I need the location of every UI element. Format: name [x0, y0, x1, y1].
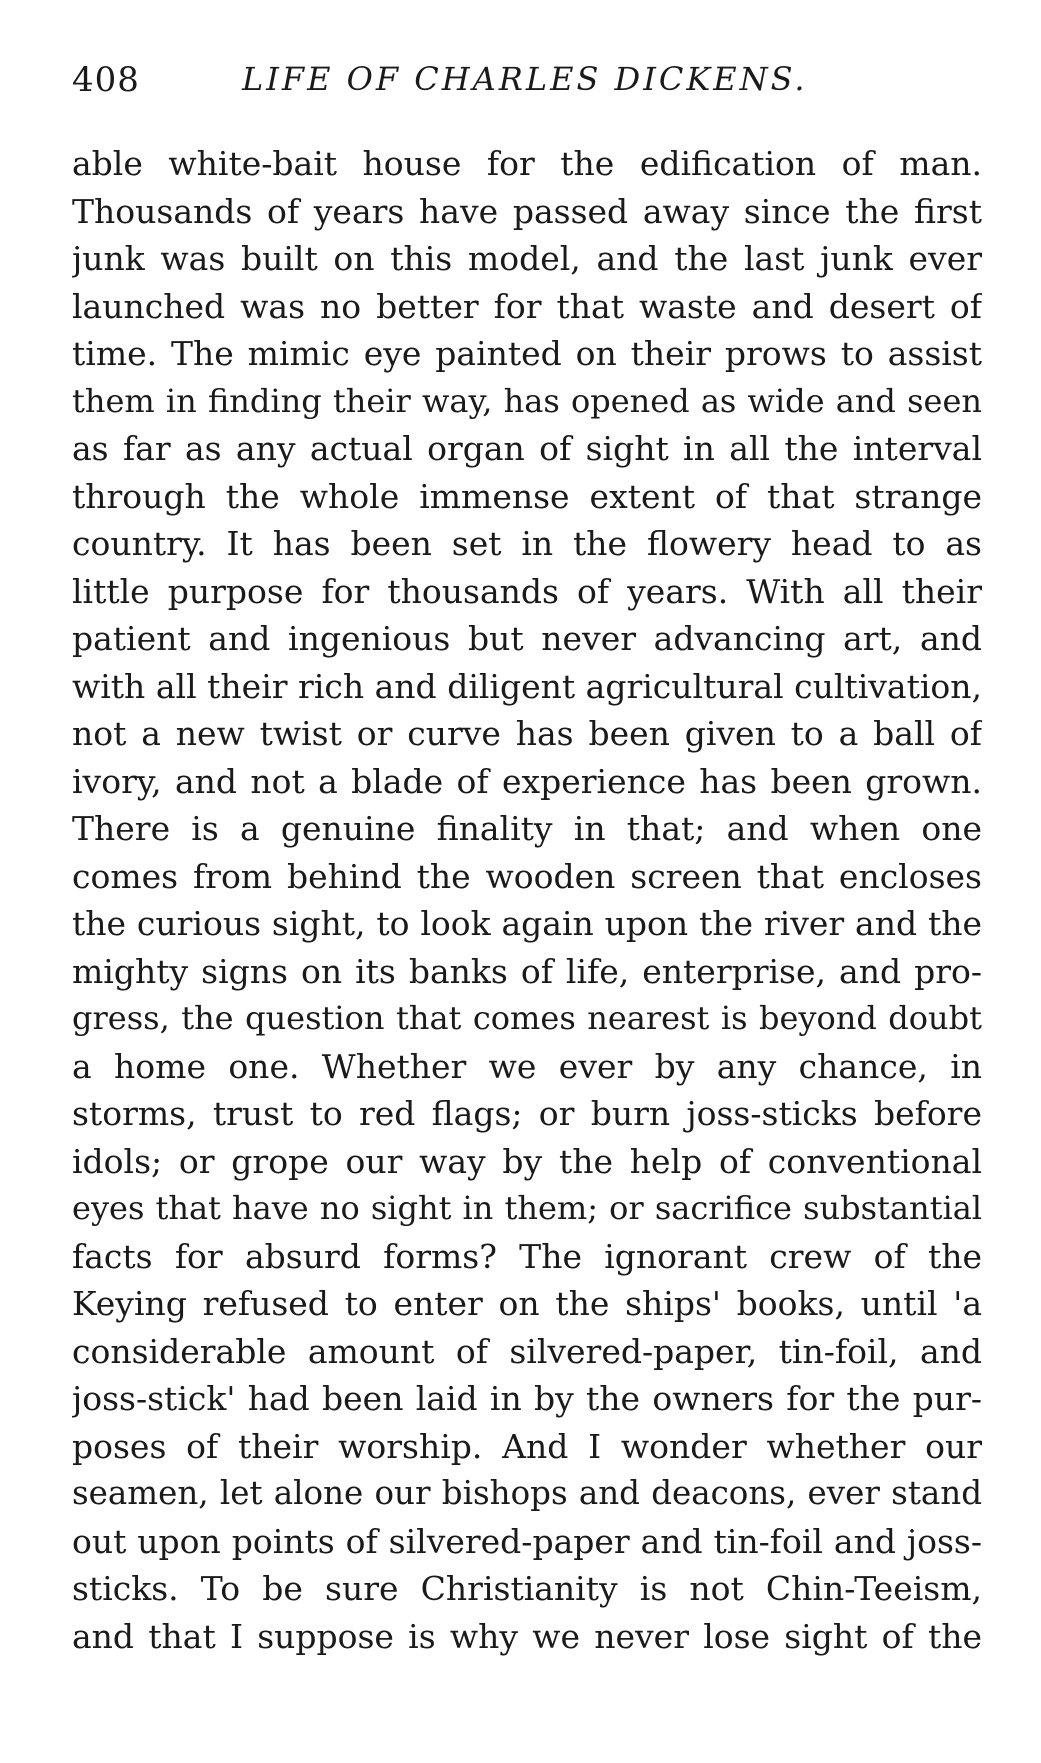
text-line: There is a genuine finality in that; and when one [72, 809, 982, 848]
text-line: as far as any actual organ of sight in all the interval [72, 429, 982, 468]
text-line: ivory, and not a blade of experience has been grown. [72, 761, 982, 801]
page-number: 408 [72, 60, 140, 100]
text-line: patient and ingenious but never advancing art, and [72, 619, 982, 658]
running-title: LIFE OF CHARLES DICKENS. [242, 60, 808, 98]
text-line: junk was built on this model, and the last junk ever [72, 239, 982, 278]
text-line: little purpose for thousands of years. With all their [72, 571, 982, 611]
text-line: seamen, let alone our bishops and deacons, ever stand [72, 1474, 982, 1512]
text-line: the curious sight, to look again upon the river and the [72, 904, 982, 943]
text-line: storms, trust to red flags; or burn joss-sticks before [72, 1094, 982, 1133]
text-line: out upon points of silvered-paper and tin-foil and joss- [72, 1521, 982, 1561]
text-line: eyes that have no sight in them; or sacrifice substantial [72, 1189, 982, 1227]
text-line: them in finding their way, has opened as wide and seen [72, 381, 982, 420]
text-line: time. The mimic eye painted on their prows to assist [72, 334, 982, 373]
text-line: idols; or grope our way by the help of conventional [72, 1141, 982, 1181]
page-header [72, 52, 982, 104]
text-line: comes from behind the wooden screen that encloses [72, 856, 982, 896]
text-line: with all their rich and diligent agricultural cultivation, [72, 666, 982, 706]
body-text [72, 140, 982, 1660]
text-line: mighty signs on its banks of life, enterprise, and pro- [72, 951, 982, 991]
text-line: gress, the question that comes nearest is beyond doubt [72, 999, 982, 1037]
text-line: country. It has been set in the flowery head to as [72, 524, 982, 563]
text-line: sticks. To be sure Christianity is not Chin-Teeism, [72, 1569, 982, 1608]
text-line: Keying refused to enter on the ships' books, until 'a [72, 1284, 982, 1323]
text-line: facts for absurd forms? The ignorant crew of the [72, 1236, 982, 1276]
text-line: joss-stick' had been laid in by the owners for the pur- [72, 1379, 982, 1418]
text-line: poses of their worship. And I wonder whether our [72, 1426, 982, 1466]
text-line: not a new twist or curve has been given to a ball of [72, 714, 982, 753]
text-line: Thousands of years have passed away since the first [72, 191, 982, 231]
text-line: able white-bait house for the edification of man. [72, 144, 982, 183]
text-line: through the whole immense extent of that strange [72, 476, 982, 516]
text-line: considerable amount of silvered-paper, tin-foil, and [72, 1331, 982, 1371]
text-line: and that I suppose is why we never lose sight of the [72, 1616, 982, 1656]
text-line: a home one. Whether we ever by any chance, in [72, 1046, 982, 1086]
text-line: launched was no better for that waste and desert of [72, 286, 982, 326]
